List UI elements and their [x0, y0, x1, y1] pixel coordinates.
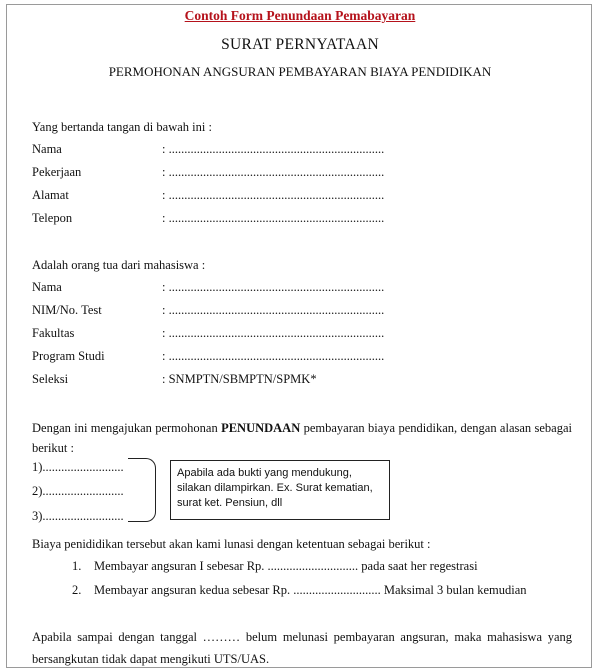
reason-line-2: 2).......................... — [32, 484, 124, 498]
payment-intro: Biaya penididikan tersebut akan kami lunasi dengan ketentuan sebagai berikut : — [32, 537, 431, 551]
closing-paragraph: Apabila sampai dengan tanggal ……… belum melunasi pembayaran angsuran, maka mahasiswa yang bersangkutan tidak dapat mengikuti UTS/UAS. — [32, 630, 572, 666]
reason-line-1: 1).......................... — [32, 460, 124, 474]
document-title: SURAT PERNYATAAN — [221, 36, 379, 53]
field-label: Telepon — [32, 211, 73, 225]
item-number: 1. — [72, 559, 82, 573]
field-fakultas — [32, 326, 384, 341]
field-label: Nama — [32, 280, 62, 294]
request-text-after: pembayaran biaya pendidikan, dengan alasan sebagai berikut : — [32, 421, 572, 455]
field-label: Pekerjaan — [32, 165, 82, 179]
field-seleksi — [32, 372, 317, 387]
request-text-before: Dengan ini mengajukan permohonan — [32, 421, 222, 435]
field-value: : ..................................................................... — [162, 142, 385, 156]
request-text-bold: PENUNDAAN — [221, 421, 301, 435]
field-value: : ..................................................................... — [162, 211, 385, 225]
payment-item-1 — [72, 559, 478, 574]
field-alamat — [32, 188, 384, 203]
field-value: : SNMPTN/SBMPTN/SPMK* — [162, 372, 317, 386]
field-value: : ..................................................................... — [162, 165, 385, 179]
field-label: Seleksi — [32, 372, 69, 386]
field-pekerjaan — [32, 165, 384, 180]
document-subtitle: PERMOHONAN ANGSURAN PEMBAYARAN BIAYA PENDIDIKAN — [108, 64, 492, 79]
field-value: : ..................................................................... — [162, 303, 385, 317]
request-paragraph — [32, 418, 572, 458]
field-nama-student — [32, 280, 384, 295]
field-value: : ..................................................................... — [162, 280, 385, 294]
reasons-bracket — [128, 458, 156, 522]
field-label: Program Studi — [32, 349, 105, 363]
field-telepon — [32, 211, 384, 226]
field-label: NIM/No. Test — [32, 303, 102, 317]
field-value: : ..................................................................... — [162, 326, 385, 340]
item-text: Membayar angsuran kedua sebesar Rp. ............................ Maksimal 3 bulan kemudian — [94, 583, 527, 597]
field-nim — [32, 303, 384, 318]
section2-intro: Adalah orang tua dari mahasiswa : — [32, 258, 206, 272]
field-value: : ..................................................................... — [162, 349, 385, 363]
payment-item-2 — [72, 583, 527, 598]
item-text: Membayar angsuran I sebesar Rp. ............................. pada saat her regestrasi — [94, 559, 478, 573]
section1-intro: Yang bertanda tangan di bawah ini : — [32, 120, 212, 134]
item-number: 2. — [72, 583, 82, 597]
form-example-link[interactable]: Contoh Form Penundaan Pemabayaran — [184, 8, 416, 23]
field-label: Nama — [32, 142, 62, 156]
reason-line-3: 3).......................... — [32, 509, 124, 523]
field-label: Alamat — [32, 188, 69, 202]
evidence-note-box: Apabila ada bukti yang mendukung, silakan dilampirkan. Ex. Surat kematian, surat ket. Pensiun, dll — [170, 460, 390, 520]
field-nama-parent — [32, 142, 384, 157]
field-label: Fakultas — [32, 326, 75, 340]
field-program-studi — [32, 349, 384, 364]
field-value: : ..................................................................... — [162, 188, 385, 202]
